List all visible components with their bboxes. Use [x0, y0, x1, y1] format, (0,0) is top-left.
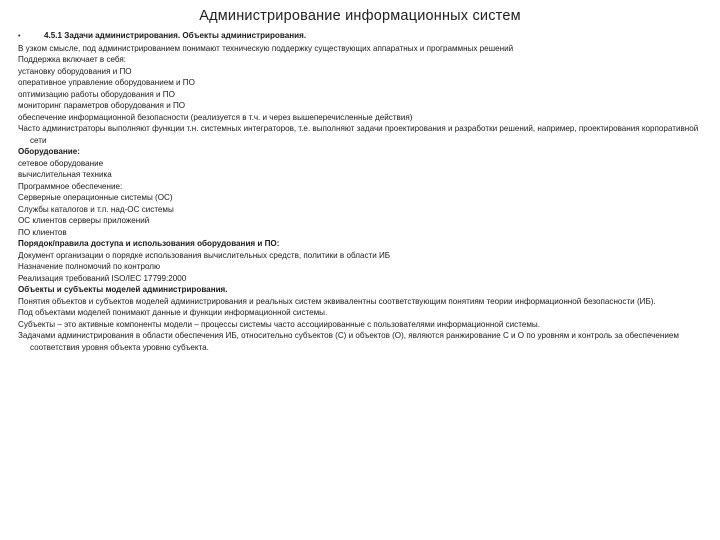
text-line: Поддержка включает в себя:	[18, 55, 127, 64]
text-line: оптимизацию работы оборудования и ПО	[18, 89, 175, 99]
text-line: установку оборудования и ПО	[18, 66, 132, 76]
text-line: Оборудование:	[18, 147, 80, 156]
subsection-heading: Объекты и субъекты моделей администрирования.	[18, 285, 228, 294]
text-line: вычислительная техника	[18, 170, 112, 179]
text-line: В узком смысле, под администрированием понимают техническую поддержку существующих аппаратных и программных решений	[18, 43, 514, 53]
text-line: мониторинг параметров оборудования и ПО	[18, 101, 186, 110]
text-line: Серверные операционные системы (ОС)	[18, 193, 173, 202]
text-line: Службы каталогов и т.п. над-ОС системы	[18, 204, 174, 214]
heading-line	[18, 30, 712, 43]
text-line: Документ организации о порядке использования вычислительных средств, политики в области ИБ	[18, 250, 391, 260]
text-line: Субъекты – это активные компоненты модели – процессы системы часто ассоциированные с пользователями информационной системы.	[18, 319, 540, 329]
text-line: Под объектами моделей понимают данные и функции информационной системы.	[18, 308, 328, 317]
text-paragraph: Задачами администрирования в области обеспечения ИБ, относительно субъектов (С) и объектов (О), являются ранжирование С и О по уровням и контроль за обеспечением соответствия уровня объекта уровню субъекта.	[18, 331, 679, 352]
text-line: Порядок/правила доступа и использования оборудования и ПО:	[18, 239, 280, 248]
text-line: ОС клиентов серверы приложений	[18, 216, 150, 225]
text-line: сетевое оборудование	[18, 158, 104, 168]
text-line: Назначение полномочий по контролю	[18, 262, 161, 271]
text-line: обеспечение информационной безопасности (реализуется в т.ч. и через вышеперечисленные действия)	[18, 112, 413, 122]
section-heading: 4.5.1 Задачи администрирования. Объекты администрирования.	[44, 31, 307, 40]
text-paragraph: Понятия объектов и субъектов моделей администрирования и реальных систем эквивалентны соответствующим понятиям теории информационной безопасности (ИБ).	[18, 296, 656, 306]
text-line: Реализация требований ISO/IEC 17799:2000	[18, 273, 187, 283]
slide-body	[18, 30, 712, 353]
bullet-icon: •	[18, 33, 21, 40]
slide-title: Администрирование информационных систем	[199, 8, 521, 24]
text-line: Программное обеспечение:	[18, 181, 123, 191]
text-line: ПО клиентов	[18, 227, 67, 237]
text-line: оперативное управление оборудованием и ПО	[18, 78, 195, 87]
text-paragraph: Часто администраторы выполняют функции т.н. системных интеграторов, т.е. выполняют задачи проектирования и разработки решений, например, проектирования корпоративной сети	[18, 124, 699, 145]
